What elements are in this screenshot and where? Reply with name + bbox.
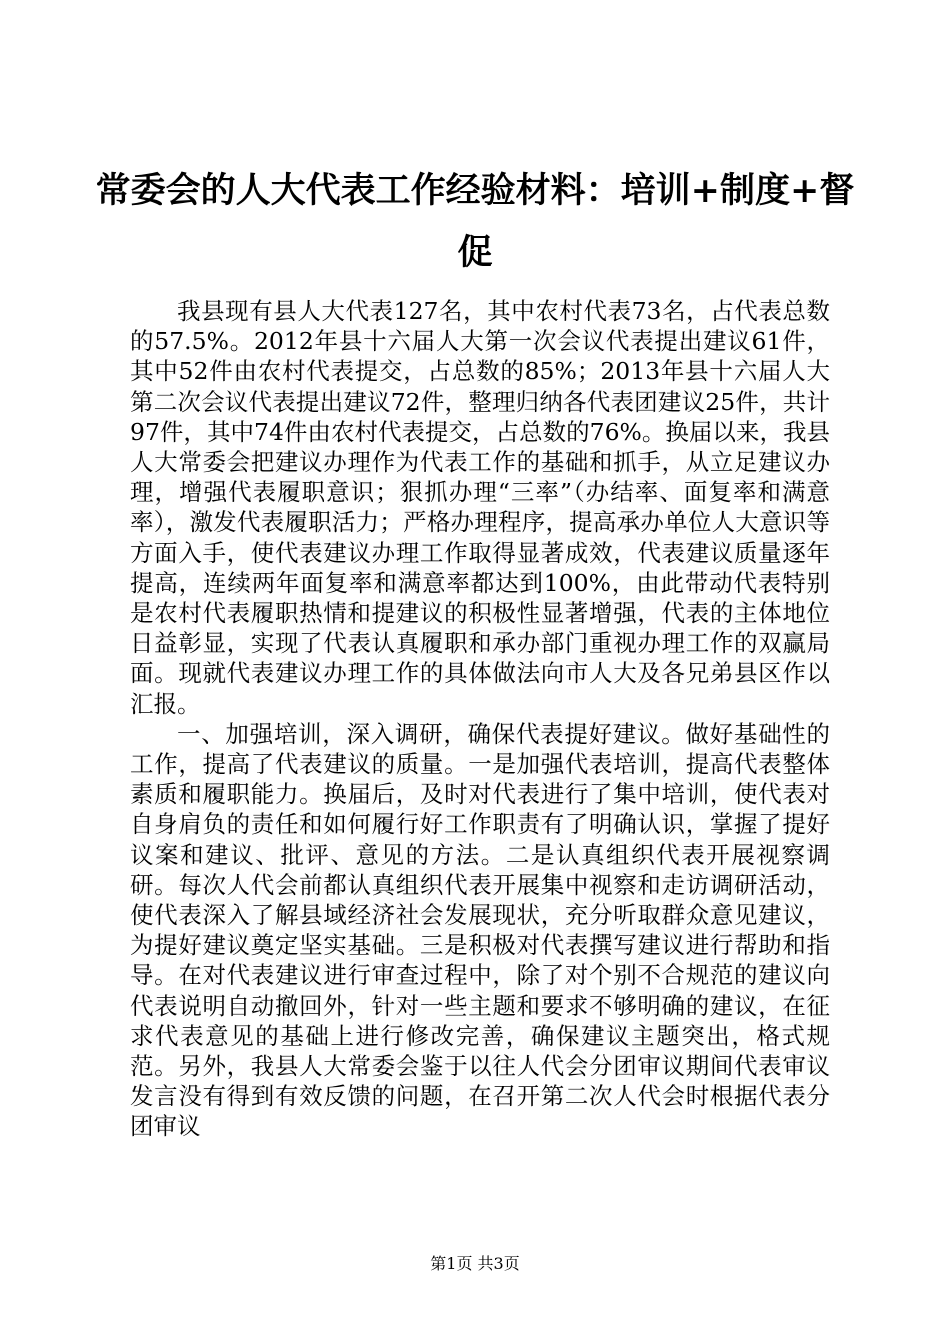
document-title: 常委会的人大代表工作经验材料：培训+制度+督促: [95, 170, 855, 273]
body-paragraph: 一、加强培训，深入调研，确保代表提好建议。做好基础性的工作，提高了代表建议的质量。一是加强代表培训，提高代表整体素质和履职能力。换届后，及时对代表进行了集中培训，使代表对自身肩负的责任和如何履行好工作职责有了明确认识，掌握了提好议案和建议、批评、意见的方法。二是认真组织代表开展视察调研。每次人代会前都认真组织代表开展集中视察和走访调研活动，使代表深入了解县域经济社会发展现状，充分听取群众意见建议，为提好建议奠定坚实基础。三是积极对代表撰写建议进行帮助和指导。在对代表建议进行审查过程中，除了对个别不合规范的建议向代表说明自动撤回外，针对一些主题和要求不够明确的建议，在征求代表意见的基础上进行修改完善，确保建议主题突出，格式规范。另外，我县人大常委会鉴于以往人代会分团审议期间代表审议发言没有得到有效反馈的问题，在召开第二次人代会时根据代表分团审议: [130, 719, 830, 1141]
document-body: [130, 296, 830, 1142]
body-paragraph: 我县现有县人大代表127名，其中农村代表73名，占代表总数的57.5%。2012年县十六届人大第一次会议代表提出建议61件，其中52件由农村代表提交，占总数的85%；2013年县十六届人大第二次会议代表提出建议72件，整理归纳各代表团建议25件，共计97件，其中74件由农村代表提交，占总数的76%。换届以来，我县人大常委会把建议办理作为代表工作的基础和抓手，从立足建议办理，增强代表履职意识；狠抓办理“三率”（办结率、面复率和满意率），激发代表履职活力；严格办理程序，提高承办单位人大意识等方面入手，使代表建议办理工作取得显著成效，代表建议质量逐年提高，连续两年面复率和满意率都达到100%，由此带动代表特别是农村代表履职热情和提建议的积极性显著增强，代表的主体地位日益彰显，实现了代表认真履职和承办部门重视办理工作的双赢局面。现就代表建议办理工作的具体做法向市人大及各兄弟县区作以汇报。: [130, 297, 830, 718]
page-footer: 第1页 共3页: [430, 1254, 520, 1273]
